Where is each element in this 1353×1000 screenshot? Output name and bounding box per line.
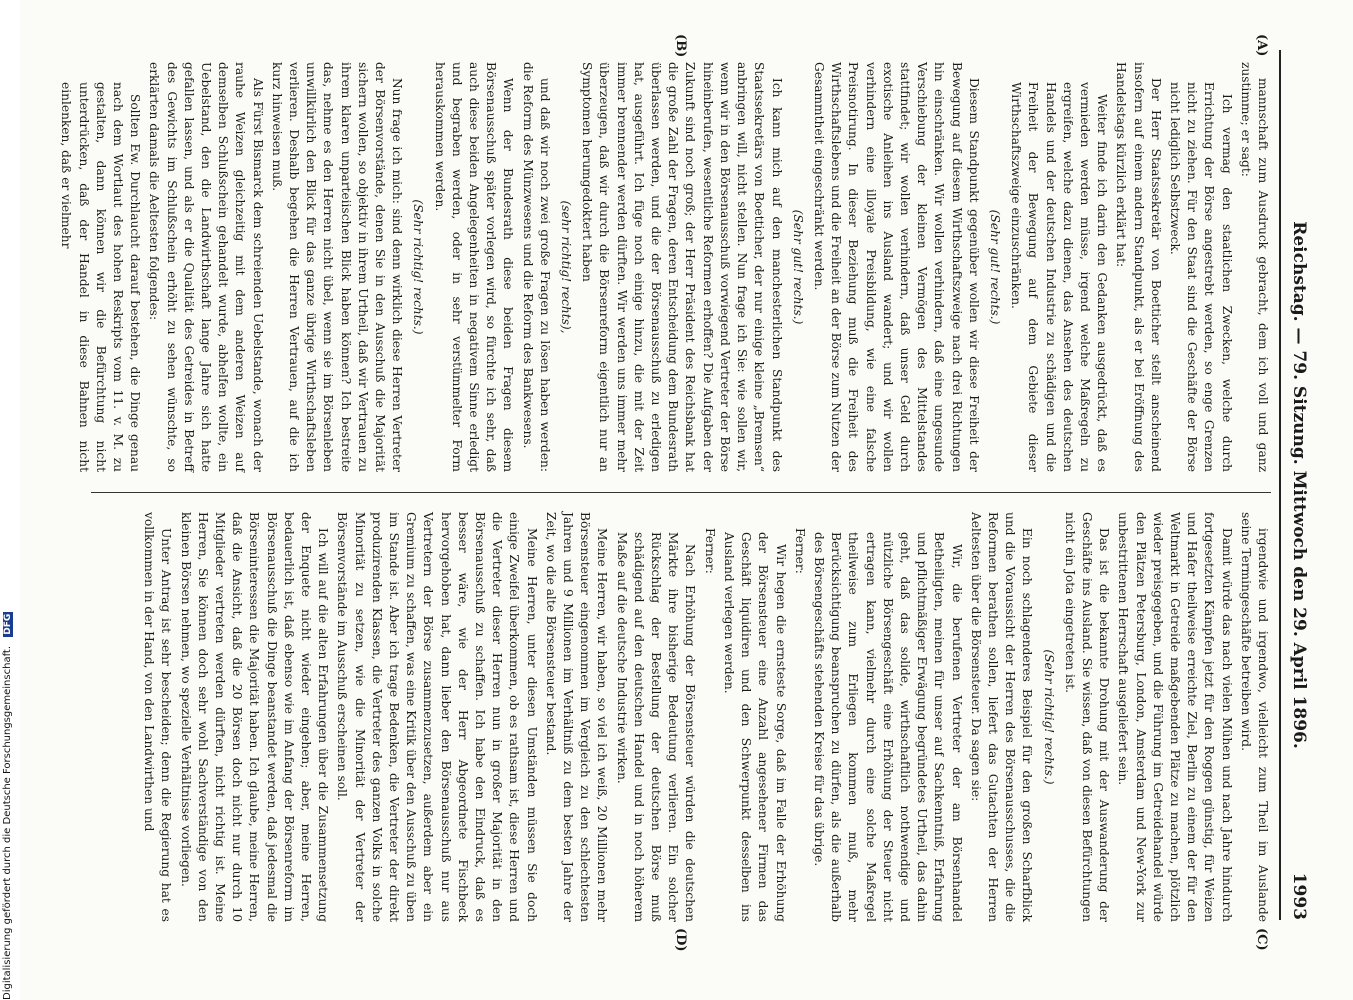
paragraph: Wenn der Bundesrath diese beiden Fragen diesem Börsenausschuß später vorlegen wird, so fürchte ich sehr, daß auch diese beiden Angelegenheiten in negativem Sinne erledigt und begraben werden, oder in sehr verstümmelter Form herauskommen werden. [432, 62, 516, 472]
interjection: (sehr richtig! rechts), [559, 200, 574, 334]
margin-marker-d: (D) [673, 928, 688, 952]
quoted-passage: Nach Erhöhung der Börsensteuer würden die deutschen Märkte ihre bisherige Bedeutung verlieren. Ein solcher Rückschlag der Bestellung der deutschen Börse muß schädigend auf den deutschen Handel und in noch höherem Maße auf die deutsche Industrie wirken. [614, 532, 698, 922]
footer-credit: Digitalisierung gefördert durch die Deutsche Forschungsgemeinschaft. [2, 645, 13, 1000]
column-divider [91, 492, 1271, 493]
paragraph: und daß wir noch zwei große Fragen zu lösen haben werden: die Reform des Münzwesens und die Reform des Bankwesens. [520, 62, 552, 472]
paragraph: Als Fürst Bismarck dem schreienden Uebelstande, wonach der rauhe Weizen gleichzeitig mit dem anderen Weizen auf demselben Schlußschein gehandelt wurde, abhelfen wollte, ein Uebelstand, den die Landwirthschaft lange Jahre sich hatte gefallen lassen, und als er die Qualität des Getreides in Betreff des Gewichts im Schlußschein erhöht zu sehen wünschte, so erklärten damals die Aeltesten folgendes: [147, 62, 265, 472]
paragraph: Meine Herren, wir haben, so viel ich weiß, 20 Millionen mehr Börsensteuer eingenommen im Vergleich zu den schlechtesten Jahren und 9 Millionen im Verhältniß zu dem besten Jahre der Zeit, wo die alte Börsensteuer bestand. [543, 512, 610, 922]
paragraph: Nun frage ich mich: sind denn wirklich diese Herren Vertreter der Börsenvorstände, denen Sie in den Ausschuß die Majorität sichern wollen, so objektiv in ihrem Urtheil, daß wir Vertrauen zu ihrem klaren unparteiischen Blick haben können? Ich bestreite das, nehme es den Herren nicht übel, wenn sie im Börsenleben unwillkürlich den Blick für das ganze übrige Wirthschaftsleben verlieren. Deshalb begehen die Herren Vertrauen, auf die ich kurz hinweisen muß. [269, 62, 405, 472]
dfg-logo: DFG [3, 613, 13, 635]
paragraph: mannschaft zum Ausdruck gebracht, dem ich voll und ganz zustimme; er sagt: [1238, 62, 1270, 472]
quoted-passage: Weiter finde ich darin den Gedanken ausgedrückt, daß es vermieden werden müsse, irgend welche Maßregeln zu ergreifen, welche dazu dienen, das Ansehen des deutschen Handels und der deutschen Industrie zu schädigen und die Freiheit der Bewegung auf dem Gebiete dieser Wirthschaftszweige einzuschränken. [1009, 82, 1110, 472]
quoted-passage: Wir hegen die ernsteste Sorge, daß im Falle der Erhöhung der Börsensteuer eine Anzahl angesehener Firmen das Geschäft liquidiren und den Schwerpunkt desselben ins Ausland verlegen werden. [721, 532, 788, 922]
paragraph: Unter Antrag ist sehr bescheiden; denn die Regierung hat es vollkommen in der Hand, von den Landwirthen und [142, 512, 174, 922]
paragraph: Ich kann mich auf den manchesterlichen Standpunkt des Staatssekretärs von Boetticher, der nur einige kleine „Bremsen“ anbringen will, nicht stellen. Nun frage ich Sie: wie sollen wir, wenn wir in den Börsenausschuß vorwiegend Vertreter der Börse hineinberufen, wesentliche Reformen erhoffen? Die Aufgaben der Zukunft sind noch groß; der Herr Präsident des Reichsbank hat die große Zahl der Fragen, deren Entscheidung dem Bundesrath überlassen werden, und die der Börsenausschuß zu erledigen hat, ausgeführt. Ich füge noch einige hinzu, die mit der Zeit immer brennender werden dürften. Wir werden uns immer mehr überzeugen, daß wir durch die Börsenreform eigentlich nur an Symptomen herumgedoktert haben [580, 62, 784, 472]
paragraph: Ferner: [792, 528, 807, 574]
paragraph: Diesem Standpunkt gegenüber wollen wir diese Freiheit der Bewegung auf diesem Wirthschaftszweige nach drei Richtungen hin einschränken. Wir wollen verhindern, daß eine ungesunde Verschiebung der kleinen Vermögen des Mittelstandes stattfindet; wir wollen verhindern, daß unser Geld durch exotische Anleihen ins Ausland wandert; und wir wollen verhindern eine illoyale Preisbildung, wie eine falsche Preisnotirung. In dieser Beziehung muß die Freiheit des Wirthschaftslebens und die Freiheit an der Börse zum Nutzen der Gesammtheit eingeschränkt werden. [811, 62, 981, 472]
paragraph: Ein noch schlagenderes Beispiel für den großen Scharfblick und die Voraussicht der Herren des Börsenausschusses, die die Reformen berathen sollen, liefert das Gutachten der Herren Aeltesten über die Börsensteuer. Da sagen sie: [968, 512, 1035, 922]
interjection: (Sehr gut! rechts.) [790, 209, 805, 325]
page-header [1283, 50, 1313, 920]
paragraph: Meine Herren, unter diesen Umständen müssen Sie doch einige Zweifel überkommen, ob es rathsam ist, diese Herren und die Vertreter dieser Herren nun in großer Majorität in den Börsenausschuß zu schaffen. Ich habe den Eindruck, daß es besser wäre, wie der Herr Abgeordnete Fischbeck hervorgehoben hat, dann lieber den Börsenausschuß nur aus Vertretern der Börse zusammenzusetzen, außerdem aber ein Gremium zu schaffen, was eine Kritik über den Ausschuß zu üben im Stande ist. Aber ich trage Bedenken, die Vertreter der direkt produzirenden Klassen, die Vertreter des ganzen Volks in solche Minorität zu setzen, wie die Minorität der Vertreter der Börsenvorstände im Ausschuß erscheinen soll. [335, 512, 539, 922]
paragraph: irgendwie und irgendwo, vielleicht zum Theil im Auslande seine Termingeschäfte betreiben wird. [1238, 512, 1270, 922]
quoted-passage: Ich vermag den staatlichen Zwecken, welche durch Errichtung der Börse angestrebt werden, so enge Grenzen nicht zu ziehen. Für den Staat sind die Geschäfte der Börse nicht lediglich Selbstzweck. [1167, 82, 1234, 472]
margin-marker-c: (C) [1254, 928, 1269, 951]
interjection: (Sehr richtig! rechts.) [1041, 649, 1056, 785]
quoted-passage: Sollten Ew. Durchlaucht darauf bestehen, die Dinge genau nach dem Wortlaut des hohen Reskripts vom 11. v. M. zu gestalten, dann können wir die Befürchtung nicht unterdrücken, daß der Handel in diese Bahnen nicht einlenken, daß er vielmehr [59, 82, 143, 472]
paragraph: Das ist die bekannte Drohung mit der Auswanderung der Geschäfte ins Ausland. Sie wissen, daß von diesen Befürchtungen nicht ein Jota eingetreten ist. [1062, 512, 1112, 922]
rotated-page [20, 0, 1353, 1000]
paragraph: Damit würde das nach vielen Mühen und nach Jahre hindurch fortgesetzten Kämpfen jetzt für den Roggen günstig, für Weizen und Hafer theilweise erreichte Ziel, Berlin zu einem der für den Weltmarkt in Getreide maßgebenden Plätze zu machen, plötzlich wieder preisgegeben, und die Führung im Getreidehandel würde den Plätzen Petersburg, London, Amsterdam und New-York zur unbestrittenen Herrschaft ausgeliefert sein. [1116, 512, 1234, 922]
interjection: (Sehr richtig! rechts.) [411, 199, 426, 335]
quoted-passage: Wir, die berufenen Vertreter der am Börsenhandel Betheiligten, meinen für unser auf Sachkenntniß, Erfahrung und pflichtmäßiger Erwägung begründetes Urtheil, das dahin geht, daß das solide, wirthschaftlich nothwendige und nützliche Börsengeschäft eine Erhöhung der Steuer nicht ertragen kann, vielmehr durch eine solche Maßregel theilweise zum Erliegen kommen muß, mehr Berücksichtigung beanspruchen zu dürfen, als die außerhalb des Börsengeschäfts stehenden Kreise für das übrige. [811, 532, 964, 922]
margin-marker-a: (A) [1254, 34, 1269, 57]
running-title: Reichstag. — 79. Sitzung. Mittwoch den 29. April 1896. [1289, 221, 1309, 749]
right-column [91, 512, 1271, 922]
digitization-footer [2, 0, 16, 1000]
page-number: 1993 [1289, 872, 1309, 920]
paragraph: Der Herr Staatssekretär von Boetticher stellt anscheinend insofern auf einem andern Standpunkt, als er bei Eröffnung des Handelstags kürzlich erklärt hat: [1114, 62, 1163, 472]
interjection: (Sehr gut! rechts.) [987, 209, 1002, 325]
header-rule [1279, 50, 1281, 920]
left-column [59, 62, 1271, 472]
paragraph: Ferner: [702, 528, 717, 574]
paragraph: Ich will auf die alten Erfahrungen über die Zusammensetzung der Enquete nicht wieder eingehen; aber, meine Herren, bedauerlich ist, daß ebenso wie im Anfang der Börsenreform im Börsenausschuß die Dinge beanstandet werden, daß jedesmal die Börseninteressen die Majorität haben. Ich glaube, meine Herren, daß die Ansicht, daß die 20 Börsen doch nicht nur durch 10 Mitglieder vertreten werden dürften, nicht richtig ist. Meine Herren, Sie können doch sehr wohl Sachverständige von den kleinen Börsen nehmen, wo spezielle Verhältnisse vorliegen. [178, 512, 331, 922]
margin-marker-b: (B) [673, 34, 688, 58]
